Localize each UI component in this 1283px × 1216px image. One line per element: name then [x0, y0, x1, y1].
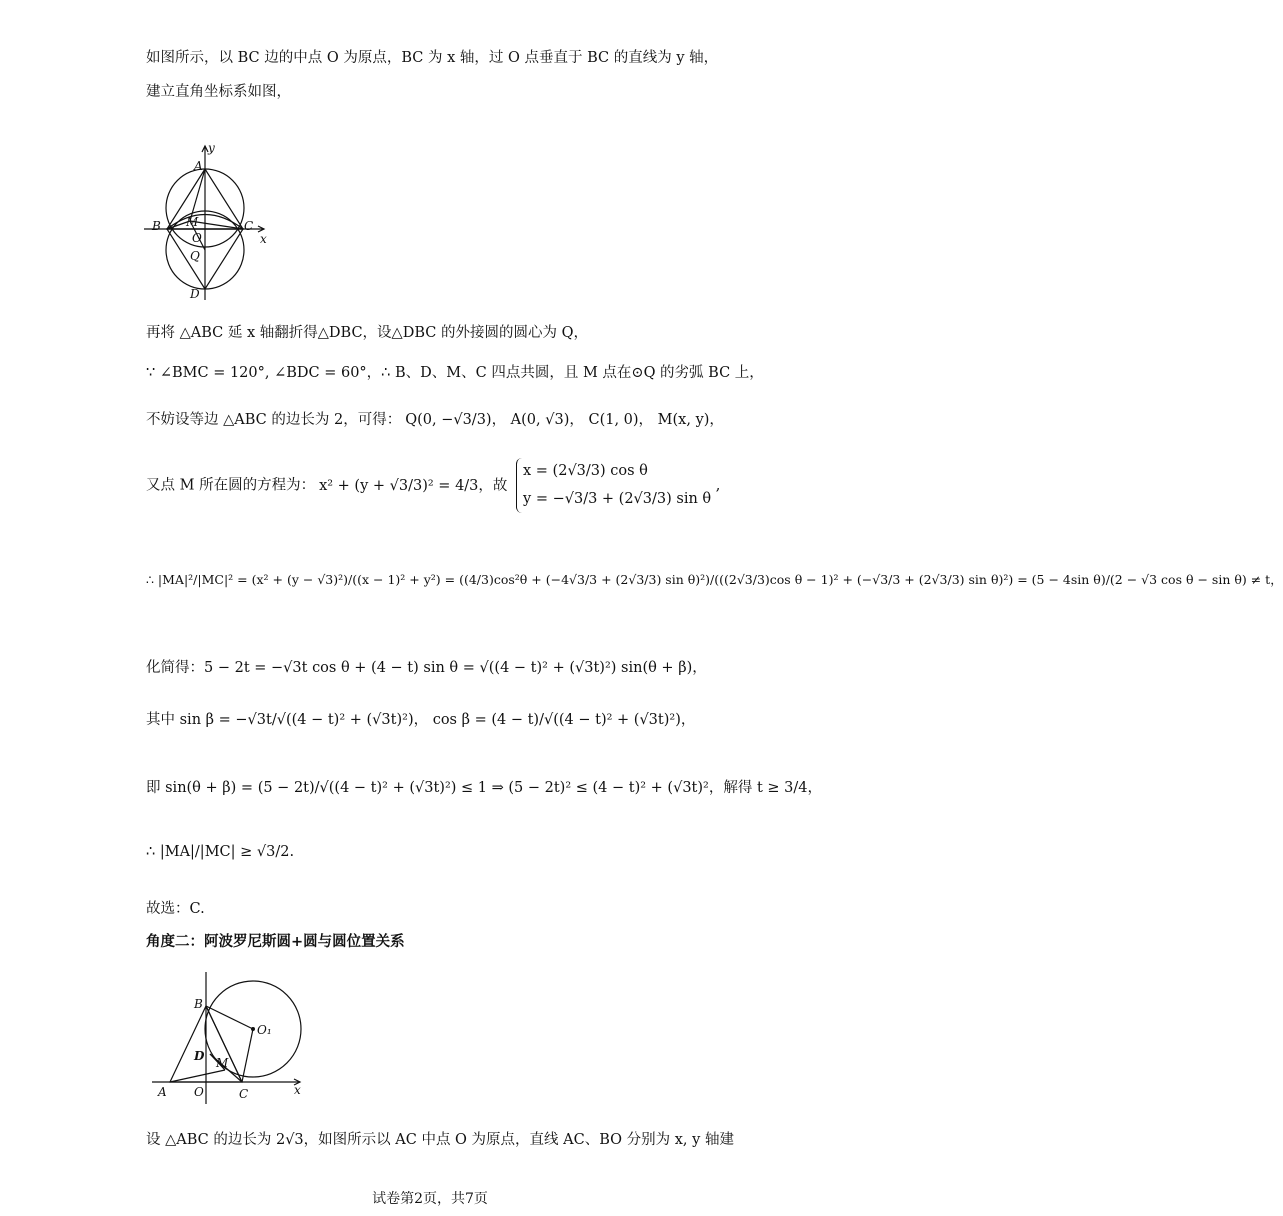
- figure-1: [140, 140, 280, 305]
- svg-text:D: D: [190, 287, 200, 301]
- figure-2: [150, 968, 310, 1106]
- para2: 再将 △ABC 延 x 轴翻折得△DBC，设△DBC 的外接圆的圆心为 Q，: [146, 325, 588, 341]
- para3: ∵ ∠BMC = 120°, ∠BDC = 60°，∴ B、D、M、C 四点共圆，且 M 点在⊙Q 的劣弧 BC 上，: [146, 365, 764, 381]
- svg-text:x: x: [260, 232, 267, 246]
- svg-text:Q: Q: [190, 249, 200, 263]
- svg-text:A: A: [194, 159, 203, 173]
- section-title: 角度二：阿波罗尼斯圆+圆与圆位置关系: [146, 934, 405, 950]
- svg-text:O₁: O₁: [257, 1023, 272, 1037]
- svg-text:O: O: [194, 1085, 204, 1099]
- para4: 不妨设等边 △ABC 的边长为 2，可得： Q(0, −√3/3)， A(0, √3)， C(1, 0)， M(x, y)，: [146, 412, 724, 428]
- svg-text:B: B: [194, 997, 203, 1011]
- svg-text:M: M: [216, 1056, 229, 1070]
- para1-line1: 如图所示，以 BC 边的中点 O 为原点，BC 为 x 轴，过 O 点垂直于 BC 的直线为 y 轴，: [146, 50, 719, 66]
- svg-text:O: O: [192, 231, 202, 245]
- svg-text:C: C: [244, 219, 254, 233]
- svg-text:D: D: [194, 1049, 205, 1063]
- svg-text:A: A: [158, 1085, 167, 1099]
- svg-text:C: C: [239, 1087, 249, 1101]
- svg-text:B: B: [152, 219, 161, 233]
- conclusion-line: ∴ |MA|/|MC| ≥ √3/2.: [146, 844, 295, 860]
- inequality-line: 即 sin(θ + β) = (5 − 2t)/√((4 − t)² + (√3t)²) ≤ 1 ⇒ (5 − 2t)² ≤ (4 − t)² + (√3t)²，解得 t ≥ 3/4，: [146, 780, 822, 796]
- svg-text:M: M: [186, 215, 199, 229]
- simplify-line: 化简得：5 − 2t = −√3t cos θ + (4 − t) sin θ = √((4 − t)² + (√3t)²) sin(θ + β)，: [146, 660, 707, 676]
- param-system: x = (2√3/3) cos θ y = −√3/3 + (2√3/3) sin θ: [516, 458, 711, 513]
- answer-line: 故选：C.: [146, 901, 205, 917]
- svg-text:y: y: [208, 141, 215, 155]
- svg-text:x: x: [294, 1083, 301, 1097]
- last-line: 设 △ABC 的边长为 2√3，如图所示以 AC 中点 O 为原点，直线 AC、BO 分别为 x, y 轴建: [146, 1132, 734, 1148]
- ratio-line: ∴ |MA|²/|MC|² = (x² + (y − √3)²)/((x − 1)² + y²) = ((4/3)cos²θ + (−4√3/3 + (2√3/3) sin θ)²)/(((2√3/3)cos θ − 1)² + (−√3/3 + (2√3/3) sin θ)²) = (5 − 4sin θ)/(2 − √3 cos θ − sin θ) ≠ t，: [146, 572, 1283, 587]
- para1-line2: 建立直角坐标系如图，: [146, 84, 291, 100]
- para5: 又点 M 所在圆的方程为： x² + (y + √3/3)² = 4/3，故 x = (2√3/3) cos θ y = −√3/3 + (2√3/3) sin θ ,: [146, 458, 720, 513]
- where-line: 其中 sin β = −√3t/√((4 − t)² + (√3t)²)， cos β = (4 − t)/√((4 − t)² + (√3t)²)，: [146, 712, 696, 728]
- page-footer: 试卷第2页，共7页: [372, 1191, 488, 1207]
